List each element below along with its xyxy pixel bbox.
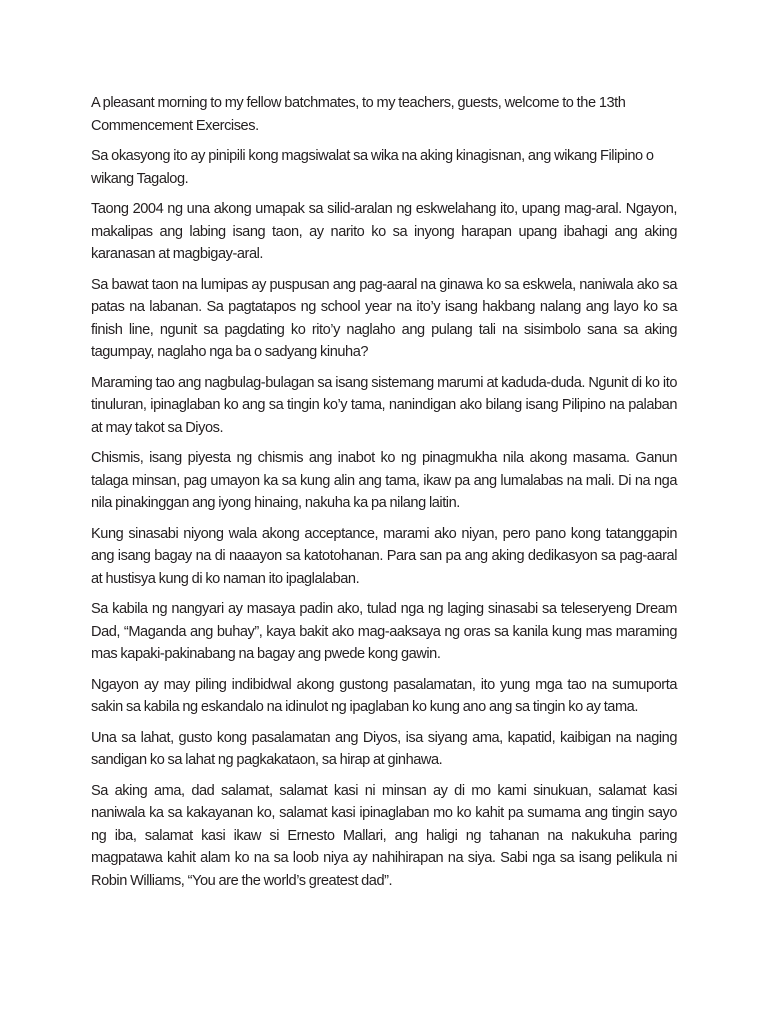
paragraph-language: Sa okasyong ito ay pinipili kong magsiwalat sa wika na aking kinagisnan, ang wikang Filipino o wikang Tagalog. (91, 148, 654, 187)
paragraph-acceptance: Kung sinasabi niyong wala akong acceptance, marami ako niyan, pero pano kong tatanggapin ang isang bagay na di naaayon sa katotohanan. Para san pa ang aking dedikasyon sa pag-aaral at hustisya kung di ko naman ito ipaglalaban. (91, 525, 677, 587)
paragraph-dream-dad: Sa kabila ng nangyari ay masaya padin ako, tulad nga ng laging sinasabi sa teleseryeng Dream Dad, “Maganda ang buhay”, kaya bakit ako mag-aaksaya ng oras sa kanila kung mas maraming mas kapaki-pakinabang na bagay ang pwede kong gawin. (91, 601, 677, 662)
paragraph-thanks-god: Una sa lahat, gusto kong pasalamatan ang Diyos, isa siyang ama, kapatid, kaibigan na naging sandigan ko sa lahat ng pagkakataon, sa hirap at ginhawa. (91, 729, 677, 768)
paragraph-school-years: Sa bawat taon na lumipas ay puspusan ang pag-aaral na ginawa ko sa eskwela, naniwala ako sa patas na labanan. Sa pagtatapos ng school year na ito’y isang hakbang nalang ang layo ko sa finish line, ngunit sa pagdating ko rito’y naglaho ang pulang tali na sisimbolo sana sa aking tagumpay, naglaho nga ba o sadyang kinuha? (91, 276, 677, 360)
paragraph-system: Maraming tao ang nagbulag-bulagan sa isang sistemang marumi at kaduda-duda. Ngunit di ko ito tinuluran, ipinaglaban ko ang sa tingin ko’y tama, nanindigan ako bilang isang Pilipino na palaban at may takot sa Diyos. (91, 374, 677, 436)
speech-text (91, 92, 677, 900)
paragraph-greeting: A pleasant morning to my fellow batchmates, to my teachers, guests, welcome to the 13th Commencement Exercises. (91, 95, 626, 134)
paragraph-thanks-intro: Ngayon ay may piling indibidwal akong gustong pasalamatan, ito yung mga tao na sumuporta sakin sa kabila ng eskandalo na idinulot ng ipaglaban ko kung ano ang sa tingin ko ay tama. (91, 676, 677, 715)
paragraph-2004: Taong 2004 ng una akong umapak sa silid-aralan ng eskwelahang ito, upang mag-aral. Ngayon, makalipas ang labing isang taon, ay narito ko sa inyong harapan upang ibahagi ang aking karanasan at magbigay-aral. (91, 201, 677, 262)
paragraph-chismis: Chismis, isang piyesta ng chismis ang inabot ko ng pinagmukha nila akong masama. Ganun talaga minsan, pag umayon ka sa kung alin ang tama, ikaw pa ang lumalabas na mali. Di na nga nila pinakinggan ang iyong hinaing, nakuha ka pa nilang laitin. (91, 450, 677, 511)
paragraph-thanks-father: Sa aking ama, dad salamat, salamat kasi ni minsan ay di mo kami sinukuan, salamat kasi naniwala ka sa kakayanan ko, salamat kasi ipinaglaban mo ko kahit pa sumama ang tingin sayo ng iba, salamat kasi ikaw si Ernesto Mallari, ang haligi ng tahanan na nakukuha paring magpatawa kahit alam ko na sa loob niya ay nahihirapan na siya. Sabi nga sa isang pelikula ni Robin Williams, “You are the world’s greatest dad”. (91, 782, 677, 889)
